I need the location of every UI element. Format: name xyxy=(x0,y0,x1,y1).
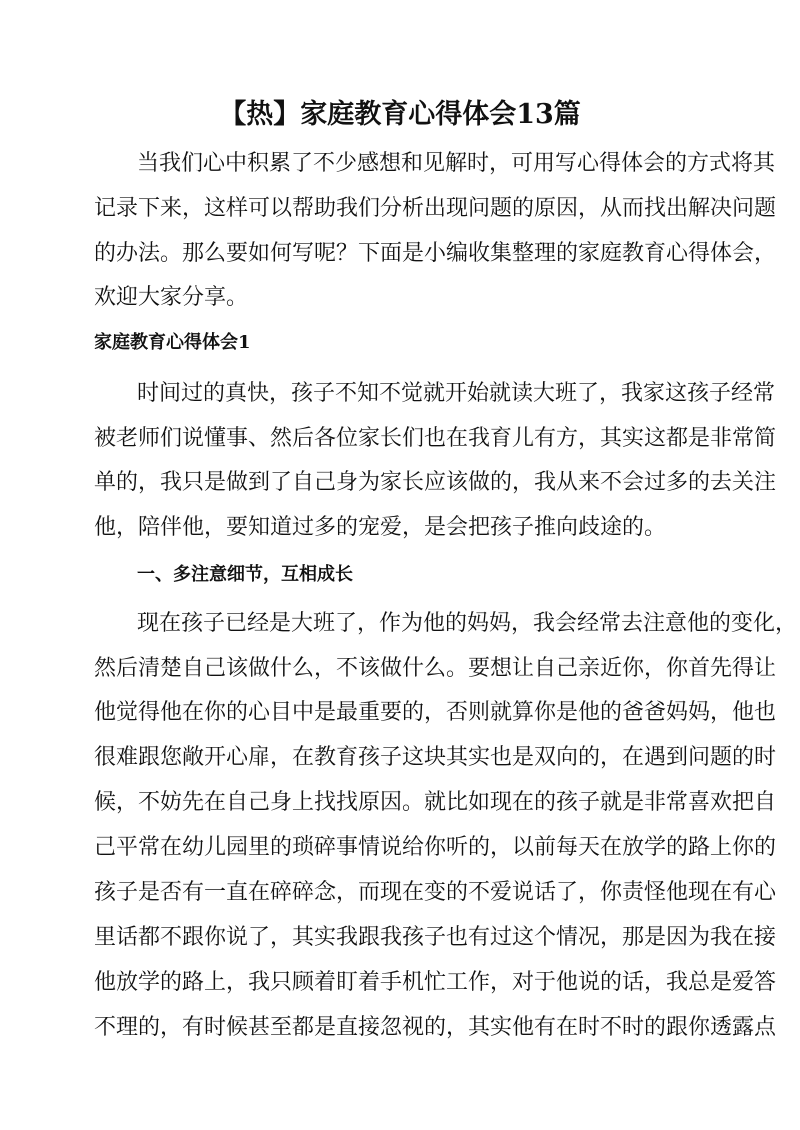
para2-line-3: 他觉得他在你的心目中是最重要的，否则就算你是他的爸爸妈妈，他也 xyxy=(94,700,777,725)
para1-line-2: 被老师们说懂事、然后各位家长们也在我育儿有方，其实这都是非常简 xyxy=(94,426,777,451)
para1-line-1: 时间过的真快，孩子不知不觉就开始就读大班了，我家这孩子经常 xyxy=(137,381,776,406)
intro-line-4: 欢迎大家分享。 xyxy=(94,285,249,310)
para1-line-3: 单的，我只是做到了自己身为家长应该做的，我从来不会过多的去关注 xyxy=(94,470,777,495)
para2-line-8: 里话都不跟你说了，其实我跟我孩子也有过这个情况，那是因为我在接 xyxy=(94,925,777,950)
para2-line-1: 现在孩子已经是大班了，作为他的妈妈，我会经常去注意他的变化， xyxy=(137,611,798,636)
section-heading: 家庭教育心得体会1 xyxy=(94,332,251,353)
para2-line-4: 很难跟您敞开心扉，在教育孩子这块其实也是双向的，在遇到问题的时 xyxy=(94,745,777,770)
para1-line-4: 他，陪伴他，要知道过多的宠爱，是会把孩子推向歧途的。 xyxy=(94,515,667,540)
para2-line-9: 他放学的路上，我只顾着盯着手机忙工作，对于他说的话，我总是爱答 xyxy=(94,970,777,995)
para2-line-7: 孩子是否有一直在碎碎念，而现在变的不爱说话了，你责怪他现在有心 xyxy=(94,880,777,905)
document-title: 【热】家庭教育心得体会13篇 xyxy=(219,99,581,130)
para2-line-10: 不理的，有时候甚至都是直接忽视的，其实他有在时不时的跟你透露点 xyxy=(94,1015,777,1040)
intro-line-2: 记录下来，这样可以帮助我们分析出现问题的原因，从而找出解决问题 xyxy=(94,196,777,221)
intro-line-1: 当我们心中积累了不少感想和见解时，可用写心得体会的方式将其 xyxy=(137,151,776,176)
subheading: 一、多注意细节，互相成长 xyxy=(137,564,353,585)
para2-line-5: 候，不妨先在自己身上找找原因。就比如现在的孩子就是非常喜欢把自 xyxy=(94,790,777,815)
para2-line-2: 然后清楚自己该做什么，不该做什么。要想让自己亲近你，你首先得让 xyxy=(94,656,777,681)
para2-line-6: 己平常在幼儿园里的琐碎事情说给你听的，以前每天在放学的路上你的 xyxy=(94,835,777,860)
intro-line-3: 的办法。那么要如何写呢？下面是小编收集整理的家庭教育心得体会， xyxy=(94,241,777,266)
